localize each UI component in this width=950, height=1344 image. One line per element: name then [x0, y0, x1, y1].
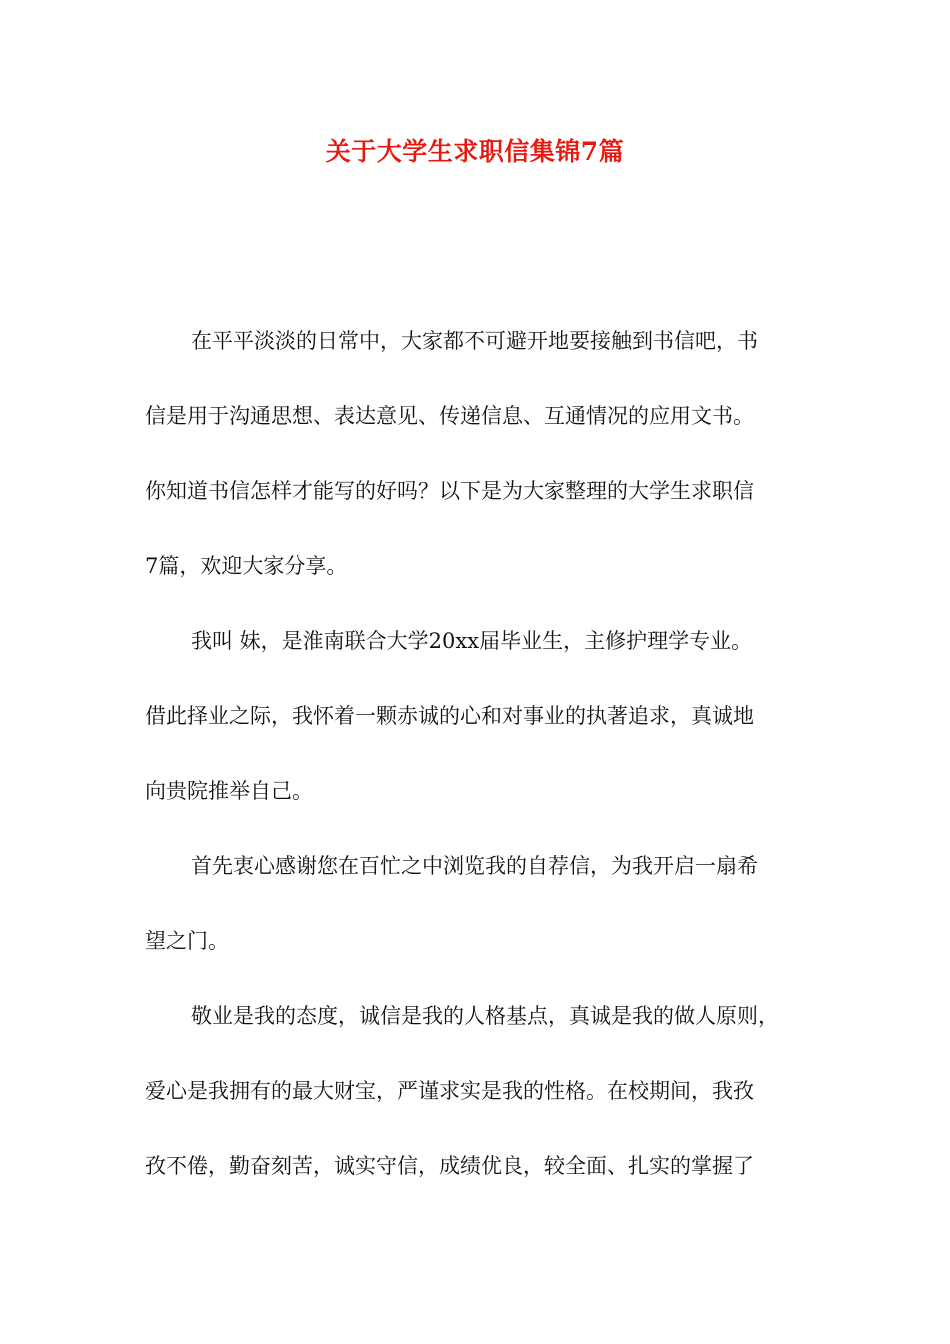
- paragraph-2-line-3: 向贵院推举自己。: [145, 779, 313, 803]
- paragraph-2-line-1: 我叫 妹，是淮南联合大学20xx届毕业生，主修护理学专业。: [191, 629, 753, 653]
- paragraph-3-line-1: 首先衷心感谢您在百忙之中浏览我的自荐信，为我开启一扇希: [191, 854, 758, 878]
- paragraph-1-line-4: 7篇，欢迎大家分享。: [145, 554, 348, 578]
- paragraph-4-line-2: 爱心是我拥有的最大财宝，严谨求实是我的性格。在校期间，我孜: [145, 1079, 754, 1103]
- paragraph-1-line-2: 信是用于沟通思想、表达意见、传递信息、互通情况的应用文书。: [145, 404, 754, 428]
- paragraph-2-line-2: 借此择业之际，我怀着一颗赤诚的心和对事业的执著追求，真诚地: [145, 704, 754, 728]
- paragraph-4-line-3: 孜不倦，勤奋刻苦，诚实守信，成绩优良，较全面、扎实的掌握了: [145, 1154, 754, 1178]
- document-title: 关于大学生求职信集锦7篇: [325, 137, 625, 166]
- paragraph-3-line-2: 望之门。: [145, 929, 229, 953]
- paragraph-1-line-1: 在平平淡淡的日常中，大家都不可避开地要接触到书信吧，书: [191, 329, 758, 353]
- paragraph-4-line-1: 敬业是我的态度，诚信是我的人格基点，真诚是我的做人原则，: [191, 1004, 779, 1028]
- paragraph-1-line-3: 你知道书信怎样才能写的好吗？以下是为大家整理的大学生求职信: [145, 479, 754, 503]
